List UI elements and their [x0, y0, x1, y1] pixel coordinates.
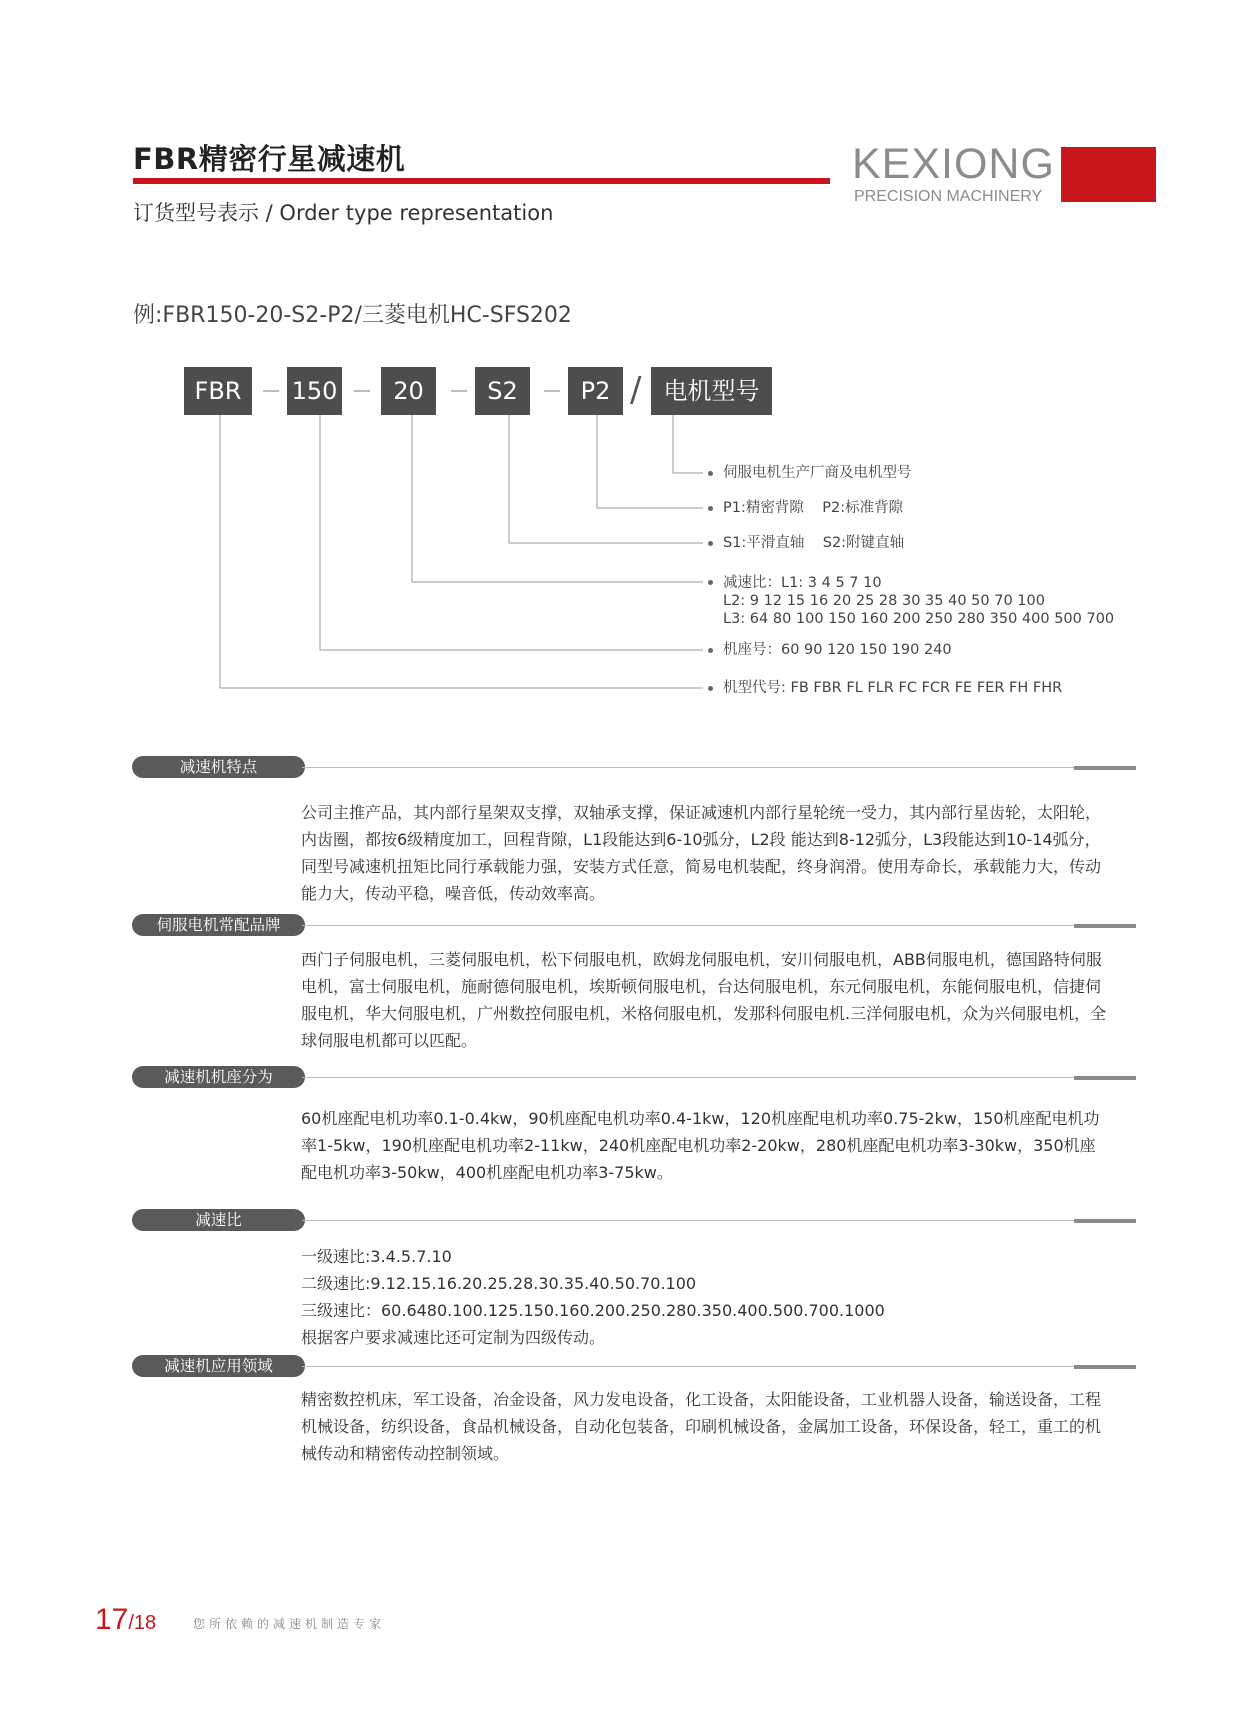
code-box-ratio: 20	[381, 367, 436, 415]
code-slash: /	[630, 370, 642, 410]
text-line: 球伺服电机都可以匹配。	[301, 1031, 478, 1050]
section-divider-bar	[1074, 1076, 1136, 1080]
page-subtitle: 订货型号表示 / Order type representation	[133, 201, 554, 225]
section-title-brands: 伺服电机常配品牌	[132, 914, 305, 936]
code-box-model: FBR	[184, 367, 252, 415]
section-title-frames: 减速机机座分为	[132, 1066, 305, 1088]
bullet-dot	[708, 541, 713, 546]
page-total: /18	[128, 1612, 157, 1634]
brand-logo-text: KEXIONG	[852, 140, 1055, 188]
bullet-dot	[708, 506, 713, 511]
section-body-frames	[301, 1105, 1153, 1186]
text-line: 二级速比:9.12.15.16.20.25.28.30.35.40.50.70.100	[301, 1274, 697, 1293]
text-line: 三级速比：60.6480.100.125.150.160.200.250.280.350.400.500.700.1000	[301, 1301, 885, 1320]
section-divider	[302, 1077, 1134, 1078]
section-title-features: 减速机特点	[132, 756, 305, 778]
section-body-applications	[301, 1386, 1153, 1467]
legend-backlash: P1:精密背隙 P2:标准背隙	[723, 500, 904, 516]
text-line: 根据客户要求减速比还可定制为四级传动。	[301, 1328, 606, 1347]
page-title: FBR精密行星减速机	[133, 142, 406, 176]
legend-ratio-l3: L3: 64 80 100 150 160 200 250 280 350 400 500 700	[723, 611, 1115, 627]
legend-shaft: S1:平滑直轴 S2:附键直轴	[723, 535, 905, 551]
text-line: 配电机功率3-50kw，400机座配电机功率3-75kw。	[301, 1163, 673, 1182]
footer-slogan: 您所依赖的减速机制造专家	[193, 1617, 386, 1631]
bullet-dot	[708, 471, 713, 476]
legend-ratio-l2: L2: 9 12 15 16 20 25 28 30 35 40 50 70 100	[723, 593, 1045, 609]
legend-frame: 机座号：60 90 120 150 190 240	[723, 642, 952, 658]
section-title-ratios: 减速比	[132, 1209, 305, 1231]
code-box-frame: 150	[287, 367, 342, 415]
text-line: 公司主推产品，其内部行星架双支撑，双轴承支撑，保证减速机内部行星轮统一受力，其内部行星齿轮，太阳轮，	[301, 803, 1102, 822]
code-box-shaft: S2	[475, 367, 530, 415]
section-body-ratios	[301, 1243, 1153, 1351]
section-divider-bar	[1074, 766, 1136, 770]
legend-model: 机型代号: FB FBR FL FLR FC FCR FE FER FH FHR	[723, 680, 1063, 696]
section-divider	[302, 925, 1134, 926]
text-line: 一级速比:3.4.5.7.10	[301, 1247, 452, 1266]
bullet-dot	[708, 686, 713, 691]
page-number	[95, 1603, 156, 1637]
section-divider-bar	[1074, 1219, 1136, 1223]
text-line: 服电机，华大伺服电机，广州数控伺服电机，米格伺服电机，发那科伺服电机.三洋伺服电机，众为兴伺服电机，全	[301, 1004, 1107, 1023]
section-title-applications: 减速机应用领域	[132, 1355, 305, 1377]
section-divider	[302, 1220, 1134, 1221]
text-line: 60机座配电机功率0.1-0.4kw，90机座配电机功率0.4-1kw，120机座配电机功率0.75-2kw，150机座配电机功	[301, 1109, 1100, 1128]
text-line: 同型号减速机扭矩比同行承载能力强，安装方式任意，简易电机装配，终身润滑。使用寿命长，承载能力大，传动	[301, 857, 1102, 876]
text-line: 内齿圈，都按6级精度加工，回程背隙，L1段能达到6-10弧分，L2段 能达到8-12弧分，L3段能达到10-14弧分，	[301, 830, 1101, 849]
code-box-backlash: P2	[568, 367, 623, 415]
legend-ratio-l1: 减速比：L1: 3 4 5 7 10	[723, 575, 882, 591]
text-line: 电机，富士伺服电机，施耐德伺服电机，埃斯顿伺服电机，台达伺服电机，东元伺服电机，东能伺服电机，信捷伺	[301, 977, 1102, 996]
legend-motor: 伺服电机生产厂商及电机型号	[723, 465, 912, 481]
bullet-dot	[708, 648, 713, 653]
text-line: 西门子伺服电机，三菱伺服电机，松下伺服电机，欧姆龙伺服电机，安川伺服电机，ABB伺服电机，德国路特伺服	[301, 950, 1102, 969]
text-line: 机械设备，纺织设备，食品机械设备，自动化包装备，印刷机械设备，金属加工设备，环保设备，轻工，重工的机	[301, 1417, 1102, 1436]
order-example: 例:FBR150-20-S2-P2/三菱电机HC-SFS202	[133, 303, 572, 328]
bullet-dot	[708, 580, 713, 585]
section-divider-bar	[1074, 1365, 1136, 1369]
text-line: 械传动和精密传动控制领域。	[301, 1444, 510, 1463]
section-divider	[302, 1366, 1134, 1367]
section-divider	[302, 767, 1134, 768]
section-body-brands	[301, 946, 1153, 1054]
text-line: 能力大，传动平稳，噪音低，传动效率高。	[301, 884, 606, 903]
brand-tagline: PRECISION MACHINERY	[854, 188, 1043, 205]
section-body-features	[301, 799, 1153, 907]
text-line: 精密数控机床，军工设备，冶金设备，风力发电设备，化工设备，太阳能设备，工业机器人设备，输送设备，工程	[301, 1390, 1102, 1409]
page-current: 17	[95, 1603, 129, 1636]
code-box-motor: 电机型号	[651, 367, 772, 415]
text-line: 率1-5kw，190机座配电机功率2-11kw，240机座配电机功率2-20kw，280机座配电机功率3-30kw，350机座	[301, 1136, 1096, 1155]
section-divider-bar	[1074, 924, 1136, 928]
